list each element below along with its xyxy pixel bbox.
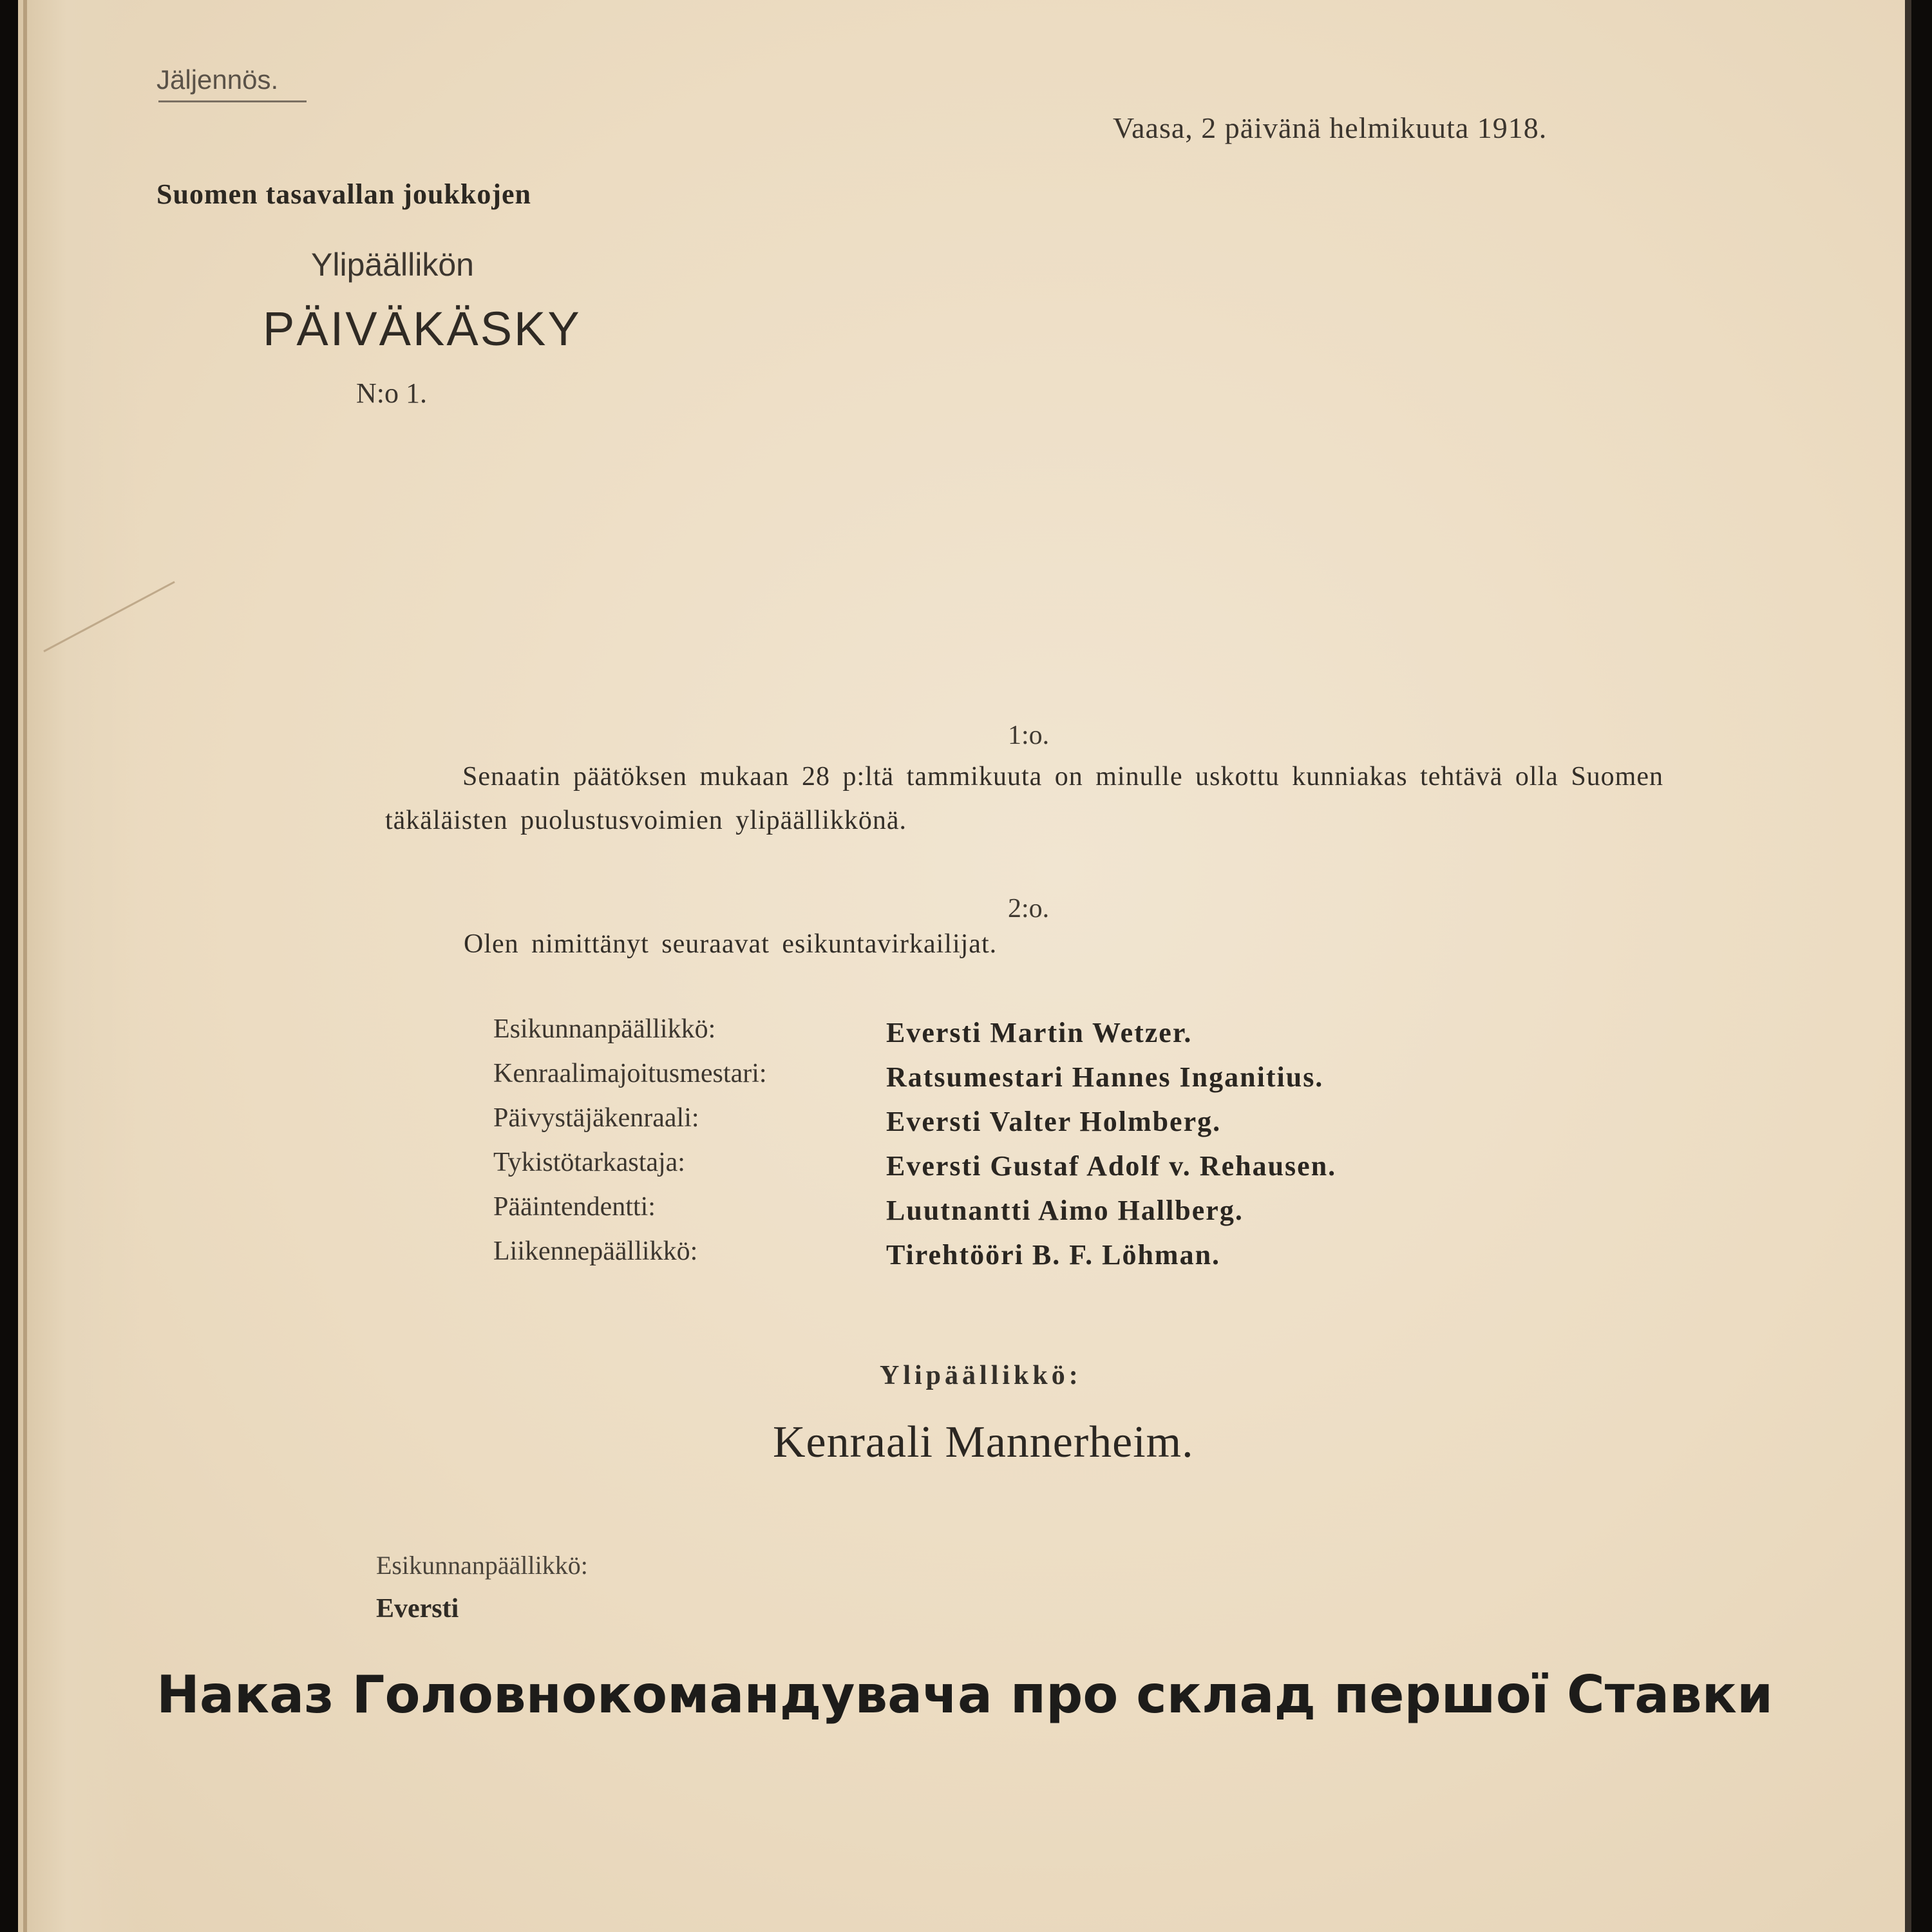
appointment-row bbox=[493, 1236, 1524, 1280]
document-subtitle: Ylipäällikön bbox=[311, 247, 474, 283]
section-1-label: 1:o. bbox=[1008, 721, 1050, 750]
appointment-role: Pääintendentti: bbox=[493, 1192, 656, 1222]
caption: Наказ Головнокомандувача про склад першої Ставки bbox=[156, 1665, 1774, 1725]
copy-mark-underline bbox=[158, 100, 307, 102]
appointment-name: Eversti Martin Wetzer. bbox=[886, 1017, 1193, 1048]
page-right-edge bbox=[1905, 0, 1911, 1932]
appointment-name: Eversti Gustaf Adolf v. Rehausen. bbox=[886, 1150, 1337, 1182]
appointment-role: Päivystäjäkenraali: bbox=[493, 1103, 699, 1133]
document-number: N:o 1. bbox=[356, 377, 427, 409]
binding-strip bbox=[23, 0, 27, 1932]
chief-of-staff-rank: Eversti bbox=[376, 1594, 459, 1624]
section-2-text: Olen nimittänyt seuraavat esikuntavirkailijat. bbox=[464, 929, 998, 959]
section-2-label: 2:o. bbox=[1008, 894, 1050, 923]
appointment-role: Tykistötarkastaja: bbox=[493, 1148, 685, 1177]
appointment-name: Tirehtööri B. F. Löhman. bbox=[886, 1239, 1221, 1271]
appointment-role: Liikennepäällikkö: bbox=[493, 1236, 698, 1266]
appointment-row bbox=[493, 1103, 1524, 1147]
appointment-name: Luutnantti Aimo Hallberg. bbox=[886, 1195, 1244, 1226]
signature-title: Ylipäällikkö: bbox=[880, 1361, 1082, 1390]
copy-mark: Jäljennös. bbox=[156, 64, 279, 95]
appointment-role: Kenraalimajoitusmestari: bbox=[493, 1059, 767, 1088]
chief-of-staff-title: Esikunnanpäällikkö: bbox=[376, 1551, 588, 1580]
document-heading: PÄIVÄKÄSKY bbox=[263, 302, 582, 355]
appointment-row bbox=[493, 1058, 1524, 1103]
signature-name: Kenraali Mannerheim. bbox=[773, 1417, 1194, 1467]
appointment-row bbox=[493, 1014, 1524, 1058]
appointment-name: Eversti Valter Holmberg. bbox=[886, 1106, 1222, 1137]
document-page bbox=[18, 0, 1911, 1932]
appointment-row bbox=[493, 1191, 1524, 1236]
section-1-text: Senaatin päätöksen mukaan 28 p:ltä tammikuuta on minulle uskottu kunniakas tehtävä olla Suomen täkäläisten puolustusvoimien ylipäällikkönä. bbox=[385, 762, 1663, 835]
place-date: Vaasa, 2 päivänä helmikuuta 1918. bbox=[1113, 111, 1548, 144]
appointment-row bbox=[493, 1147, 1524, 1191]
appointment-role: Esikunnanpäällikkö: bbox=[493, 1014, 716, 1044]
organization-line: Suomen tasavallan joukkojen bbox=[156, 178, 532, 210]
appointment-name: Ratsumestari Hannes Inganitius. bbox=[886, 1061, 1324, 1093]
appointments-list bbox=[493, 1014, 1524, 1280]
torn-left-edge bbox=[18, 0, 140, 1932]
